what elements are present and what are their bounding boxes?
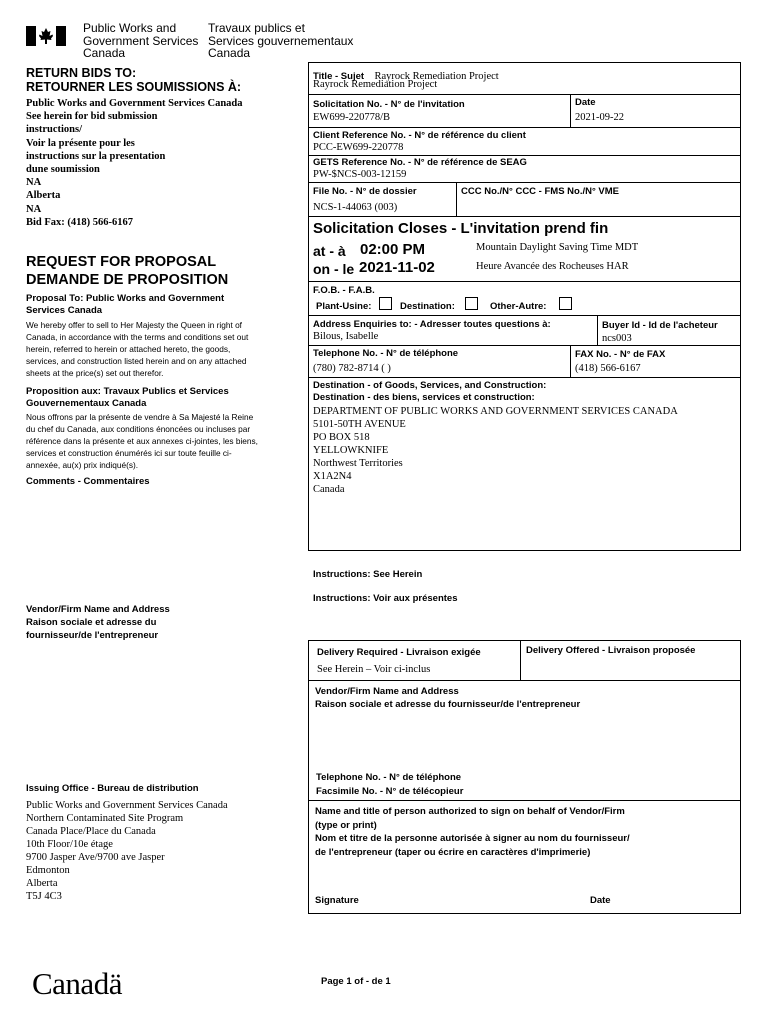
client-ref-label: Client Reference No. - N° de référence du client: [313, 130, 526, 141]
client-ref-value: PCC-EW699-220778: [313, 142, 404, 153]
delivery-required-label: Delivery Required - Livraison exigée: [317, 647, 481, 658]
timezone-en: Mountain Daylight Saving Time MDT: [476, 242, 639, 253]
title-value: Rayrock Remediation Project: [374, 71, 499, 82]
destination-checkbox[interactable]: [465, 297, 478, 310]
fax-label: FAX No. - N° de FAX: [575, 349, 666, 360]
proposal-to-label: Proposal To: Public Works and Government Services Canada: [26, 293, 225, 316]
plant-usine-label: Plant-Usine:: [316, 301, 372, 312]
canada-flag-icon: [26, 26, 66, 46]
proposition-label: Proposition aux: Travaux Publics et Services Gouvernementaux Canada: [26, 386, 229, 409]
destination-address: DEPARTMENT OF PUBLIC WORKS AND GOVERNMENT SERVICES CANADA 5101-50TH AVENUE PO BOX 518 YELLOWKNIFE Northwest Territories X1A2N4 Canada: [313, 406, 678, 495]
solicitation-value: EW699-220778/B: [313, 112, 390, 123]
signature-date-label[interactable]: Date: [590, 895, 611, 906]
plant-usine-checkbox[interactable]: [379, 297, 392, 310]
canada-wordmark: Canadä: [32, 966, 122, 1001]
return-bids-title: RETURN BIDS TO: RETOURNER LES SOUMISSIONS À:: [26, 66, 242, 94]
other-autre-checkbox[interactable]: [559, 297, 572, 310]
ccc-no-label: CCC No./N° CCC - FMS No./N° VME: [461, 186, 620, 197]
file-no-value: NCS-1-44063 (003): [313, 202, 398, 213]
comments-label: Comments - Commentaires: [26, 476, 150, 487]
issuing-office-label: Issuing Office - Bureau de distribution: [26, 783, 199, 794]
signature-label[interactable]: Signature: [315, 895, 359, 906]
delivery-offered-label[interactable]: Delivery Offered - Livraison proposée: [526, 645, 696, 656]
file-no-label: File No. - N° de dossier: [313, 186, 417, 197]
address-enquiries-value: Bilous, Isabelle: [313, 331, 379, 342]
close-on-label: on - le: [313, 261, 355, 277]
fob-label: F.O.B. - F.A.B.: [313, 285, 375, 296]
timezone-fr: Heure Avancée des Rocheuses HAR: [476, 261, 629, 272]
issuing-office-address: Public Works and Government Services Canada Northern Contaminated Site Program Canada Place/Place du Canada 10th Floor/10e étage 9700 Jasper Ave/9700 ave Jasper Edmonton Alberta T5J 4C3: [26, 800, 228, 902]
gets-ref-label: GETS Reference No. - N° de référence de SEAG: [313, 157, 527, 168]
instructions-en: Instructions: See Herein: [313, 569, 423, 580]
fax-value: (418) 566-6167: [575, 363, 641, 374]
proposal-to-text: We hereby offer to sell to Her Majesty the Queen in right of Canada, in accordance with the terms and conditions set out herein, referred to herein or attached hereto, the goods, services, and construction listed herein and on any attached sheets at the price(s) set out therefor.: [26, 320, 249, 378]
department-name-en: Public Works and Government Services Canada: [83, 21, 199, 60]
gets-ref-value: PW-$NCS-003-12159: [313, 169, 407, 180]
instructions-fr: Instructions: Voir aux présentes: [313, 593, 458, 604]
vendor-telephone-label[interactable]: Telephone No. - N° de téléphone Facsimile No. - N° de télécopieur: [316, 772, 464, 797]
date-label: Date: [575, 97, 596, 108]
return-bids-address: Public Works and Government Services Canada See herein for bid submission instructions/ Voir la présente pour les instructions sur la presentation dune soumission NA Alberta NA Bid Fax: (418) 566-6167: [26, 98, 243, 228]
vendor-name-label[interactable]: Vendor/Firm Name and Address Raison sociale et adresse du fournisseur/de l'entrepreneur: [315, 686, 581, 710]
address-enquiries-label: Address Enquiries to: - Adresser toutes questions à:: [313, 319, 551, 330]
telephone-label: Telephone No. - N° de téléphone: [313, 348, 459, 359]
rfp-title: REQUEST FOR PROPOSAL DEMANDE DE PROPOSITION: [26, 254, 229, 288]
buyer-id-value: ncs003: [602, 333, 632, 344]
close-at-label: at - à: [313, 243, 346, 259]
proposition-text: Nous offrons par la présente de vendre à Sa Majesté la Reine du chef du Canada, aux conditions énoncées ou incluses par référence dans la présente et aux annexes ci-jointes, les biens, services et construction énumérés ici sur toute feuille ci-annexée, au(x) prix indiqué(s).: [26, 412, 258, 470]
delivery-required-value: See Herein – Voir ci-inclus: [317, 664, 431, 675]
authorized-person-label[interactable]: Name and title of person authorized to sign on behalf of Vendor/Firm (type or print) Nom et titre de la personne autorisée à signer au nom du fournisseur/ de l'entrepreneur (taper ou écrire en caractères d'imprimerie): [315, 806, 630, 858]
telephone-value: (780) 782-8714 ( ): [313, 363, 391, 374]
destination-goods-label: Destination - of Goods, Services, and Construction: Destination - des biens, services et construction:: [313, 380, 547, 403]
close-date-value: 2021-11-02: [359, 259, 435, 276]
other-autre-label: Other-Autre:: [490, 301, 547, 312]
page-number: Page 1 of - de 1: [321, 976, 391, 987]
date-value: 2021-09-22: [575, 112, 624, 123]
destination-fob-label: Destination:: [400, 301, 455, 312]
title-label: Title - Sujet: [313, 71, 365, 82]
vendor-label-left: Vendor/Firm Name and Address Raison sociale et adresse du fournisseur/de l'entrepreneur: [26, 604, 170, 641]
solicitation-label: Solicitation No. - N° de l'invitation: [313, 99, 465, 110]
department-name-fr: Travaux publics et Services gouvernementaux Canada: [208, 21, 354, 60]
title-value-2: Rayrock Remediation Project: [313, 79, 438, 90]
solicitation-closes-title: Solicitation Closes - L'invitation prend fin: [313, 220, 609, 237]
vendor-facsimile-label[interactable]: Facsimile No. - N° de télécopieur: [316, 786, 464, 797]
close-time-value: 02:00 PM: [360, 241, 426, 258]
buyer-id-label: Buyer Id - Id de l'acheteur: [602, 320, 718, 331]
